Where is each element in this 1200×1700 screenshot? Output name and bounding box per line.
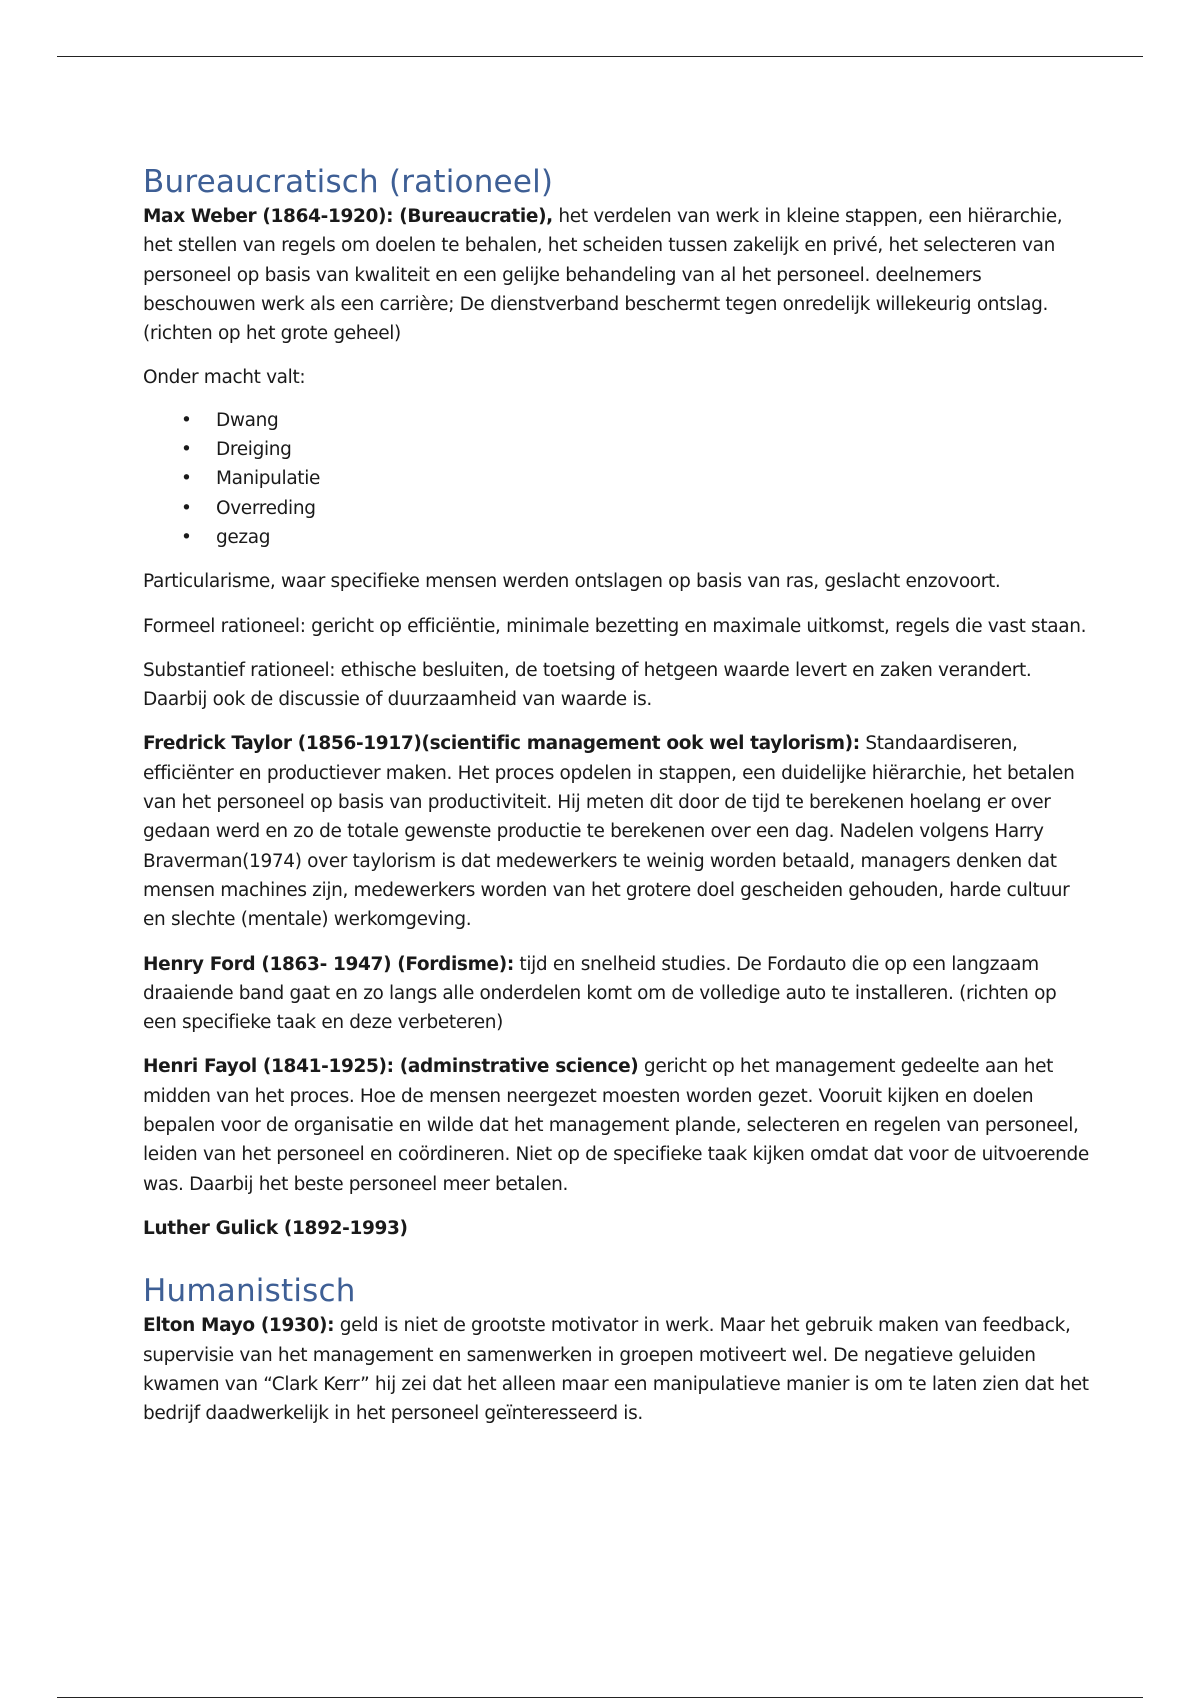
taylor-name: Fredrick Taylor (1856-1917)(scientific management ook wel taylorism):: [143, 733, 860, 755]
gulick-name: Luther Gulick (1892-1993): [143, 1217, 408, 1239]
bullet-icon: •: [181, 526, 192, 548]
bullet-icon: •: [181, 409, 192, 431]
list-item-label: gezag: [216, 526, 271, 548]
ford-text: tijd en snelheid studies. De Fordauto die op een langzaam draaiende band gaat en zo langs alle onderdelen komt om de volledige auto te installeren. (richten op een specifieke taak en deze verbeteren): [143, 953, 1057, 1034]
list-item: [143, 435, 1093, 464]
weber-text: het verdelen van werk in kleine stappen, een hiërarchie, het stellen van regels om doelen te behalen, het scheiden tussen zakelijk en privé, het selecteren van personeel op basis van kwaliteit en een gelijke behandeling van al het personeel. deelnemers beschouwen werk als een carrière; De dienstverband beschermt tegen onredelijk willekeurig ontslag. (richten op het grote geheel): [143, 206, 1063, 345]
list-item: [143, 406, 1093, 435]
paragraph-mayo: [143, 1311, 1093, 1428]
paragraph-taylor: [143, 729, 1093, 934]
weber-name: Max Weber (1864-1920): (Bureaucratie),: [143, 206, 553, 227]
document-body: [143, 163, 1093, 1443]
mayo-name: Elton Mayo (1930):: [143, 1315, 335, 1337]
mayo-text: geld is niet de grootste motivator in werk. Maar het gebruik maken van feedback, supervisie van het management en samenwerken in groepen motiveert wel. De negatieve geluiden kwamen van “Clark Kerr” hij zei dat het alleen maar een manipulatieve manier is om te laten zien dat het bedrijf daadwerkelijk in het personeel geïnteresseerd is.: [143, 1315, 1089, 1425]
paragraph-particularisme: Particularisme, waar specifieke mensen werden ontslagen op basis van ras, geslacht enzovoort.: [143, 571, 1001, 593]
ford-name: Henry Ford (1863- 1947) (Fordisme):: [143, 953, 514, 975]
list-item: [143, 494, 1093, 523]
paragraph-fayol: [143, 1052, 1093, 1198]
bullet-icon: •: [181, 468, 192, 490]
footer-rule: [57, 1697, 1143, 1698]
list-item-label: Manipulatie: [216, 468, 321, 490]
paragraph-gulick: [143, 1214, 1093, 1243]
paragraph-formeel-rationeel: Formeel rationeel: gericht op efficiëntie, minimale bezetting en maximale uitkomst, regels die vast staan.: [143, 615, 1087, 637]
list-item-label: Dreiging: [216, 439, 292, 461]
taylor-text: Standaardiseren, efficiënter en productiever maken. Het proces opdelen in stappen, een duidelijke hiërarchie, het betalen van het personeel op basis van productiviteit. Hij meten dit door de tijd te berekenen hoelang er over gedaan werd en zo de totale gewenste productie te berekenen over een dag. Nadelen volgens Harry Braverman(1974) over taylorism is dat medewerkers te weinig worden betaald, managers denken dat mensen machines zijn, medewerkers worden van het grotere doel gescheiden gehouden, harde cultuur en slechte (mentale) werkomgeving.: [143, 733, 1075, 931]
macht-list: [143, 406, 1093, 552]
fayol-text: gericht op het management gedeelte aan het midden van het proces. Hoe de mensen neergezet moesten worden gezet. Vooruit kijken en doelen bepalen voor de organisatie en wilde dat het management plande, selecteren en regelen van personeel, leiden van het personeel en coördineren. Niet op de specifieke taak kijken omdat dat voor de uitvoerende was. Daarbij het beste personeel meer betalen.: [143, 1056, 1089, 1195]
fayol-name: Henri Fayol (1841-1925): (adminstrative science): [143, 1056, 639, 1078]
macht-intro: Onder macht valt:: [143, 367, 306, 389]
list-item: [143, 464, 1093, 493]
heading-humanistisch: Humanistisch: [143, 1273, 356, 1310]
paragraph-substantief-rationeel: Substantief rationeel: ethische besluiten, de toetsing of hetgeen waarde levert en zaken verandert. Daarbij ook de discussie of duurzaamheid van waarde is.: [143, 659, 1032, 711]
list-item-label: Dwang: [216, 409, 279, 431]
paragraph-weber: [143, 202, 1093, 348]
list-item: [143, 523, 1093, 552]
paragraph-ford: [143, 950, 1093, 1038]
heading-bureaucratisch: Bureaucratisch (rationeel): [143, 164, 554, 200]
bullet-icon: •: [181, 497, 192, 519]
bullet-icon: •: [181, 439, 192, 461]
header-rule: [57, 56, 1143, 57]
list-item-label: Overreding: [216, 497, 316, 519]
